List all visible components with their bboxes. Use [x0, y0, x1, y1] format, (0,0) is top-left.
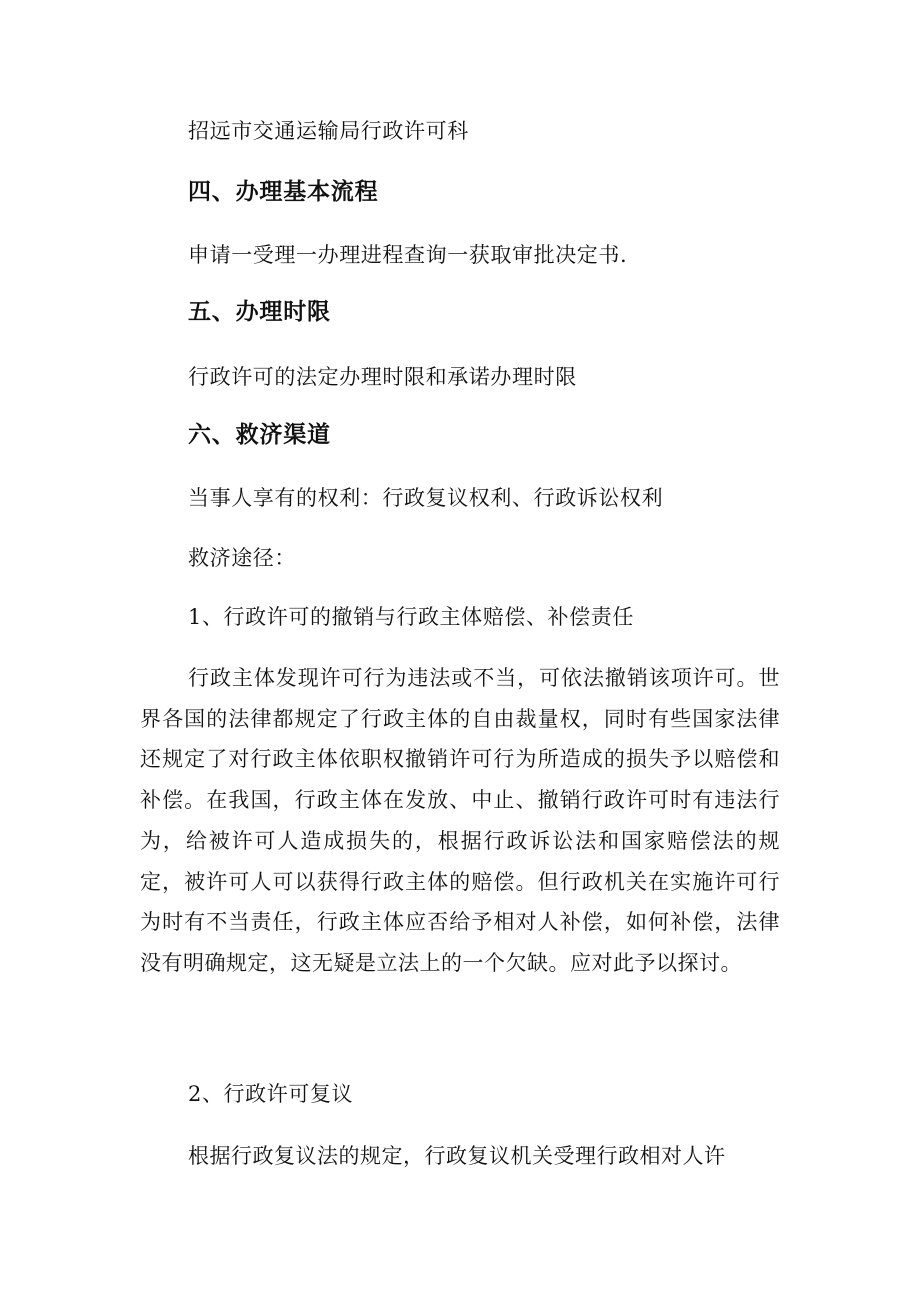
item2-body-paragraph: 根据行政复议法的规定，行政复议机关受理行政相对人许 — [188, 1144, 726, 1168]
rights-text: 当事人享有的权利：行政复议权利、行政诉讼权利 — [188, 486, 664, 510]
process-steps-text: 申请一受理一办理进程查询一获取审批决定书. — [188, 243, 628, 267]
org-line: 招远市交通运输局行政许可科 — [188, 119, 469, 143]
item1-body-paragraph: 行政主体发现许可行为违法或不当，可依法撤销该项许可。世界各国的法律都规定了行政主体的自由裁量权，同时有些国家法律还规定了对行政主体依职权撤销许可行为所造成的损失予以赔偿和补偿。在我国，行政主体在发放、中止、撤销行政许可时有违法行为，给被许可人造成损失的，根据行政诉讼法和国家赔偿法的规定，被许可人可以获得行政主体的赔偿。但行政机关在实施许可行为时有不当责任，行政主体应否给予相对人补偿，如何补偿，法律没有明确规定，这无疑是立法上的一个欠缺。应对此予以探讨。 — [140, 666, 780, 975]
item2-title: 2、行政许可复议 — [188, 1082, 354, 1106]
section-heading-time-limit: 五、办理时限 — [188, 299, 331, 325]
time-limit-text: 行政许可的法定办理时限和承诺办理时限 — [188, 365, 577, 389]
remedy-routes-label: 救济途径： — [188, 546, 296, 570]
section-heading-process: 四、办理基本流程 — [188, 179, 379, 205]
section-heading-remedy: 六、救济渠道 — [188, 422, 331, 448]
item1-title: 1、行政许可的撤销与行政主体赔偿、补偿责任 — [188, 605, 634, 629]
